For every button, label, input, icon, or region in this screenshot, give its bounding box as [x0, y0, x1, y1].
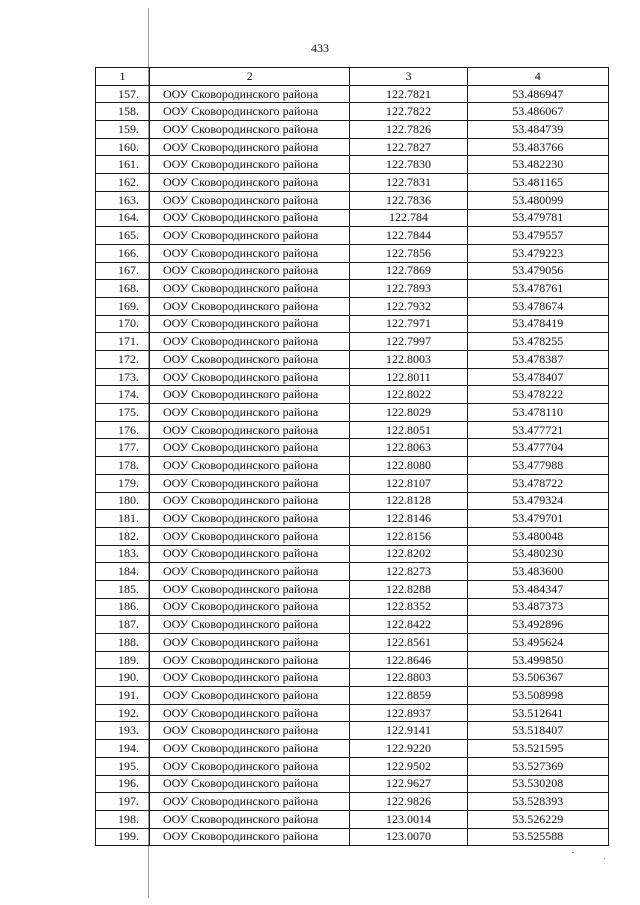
longitude-value: 122.7971 [350, 315, 467, 333]
table-row [96, 775, 609, 793]
longitude-value: 122.7827 [350, 138, 467, 156]
table-row [96, 386, 609, 404]
organization-name: ООУ Сковородинского района [149, 333, 350, 351]
table-row [96, 191, 609, 209]
organization-name: ООУ Сковородинского района [149, 616, 350, 634]
row-number: 161. [96, 156, 150, 174]
organization-name: ООУ Сковородинского района [149, 757, 350, 775]
latitude-value: 53.479324 [467, 492, 609, 510]
longitude-value: 122.7856 [350, 244, 467, 262]
longitude-value: 122.8859 [350, 687, 467, 705]
latitude-value: 53.478722 [467, 474, 609, 492]
latitude-value: 53.521595 [467, 740, 609, 758]
longitude-value: 122.9220 [350, 740, 467, 758]
organization-name: ООУ Сковородинского района [149, 598, 350, 616]
table-row [96, 634, 609, 652]
table-row [96, 598, 609, 616]
organization-name: ООУ Сковородинского района [149, 386, 350, 404]
organization-name: ООУ Сковородинского района [149, 793, 350, 811]
longitude-value: 122.8422 [350, 616, 467, 634]
latitude-value: 53.483766 [467, 138, 609, 156]
organization-name: ООУ Сковородинского района [149, 510, 350, 528]
latitude-value: 53.530208 [467, 775, 609, 793]
longitude-value: 122.9826 [350, 793, 467, 811]
header-cell-2: 2 [149, 68, 350, 86]
longitude-value: 122.8063 [350, 439, 467, 457]
row-number: 188. [96, 634, 150, 652]
latitude-value: 53.479701 [467, 510, 609, 528]
longitude-value: 122.7836 [350, 191, 467, 209]
organization-name: ООУ Сковородинского района [149, 421, 350, 439]
longitude-value: 122.8080 [350, 457, 467, 475]
latitude-value: 53.480048 [467, 527, 609, 545]
organization-name: ООУ Сковородинского района [149, 404, 350, 422]
organization-name: ООУ Сковородинского района [149, 492, 350, 510]
row-number: 184. [96, 563, 150, 581]
row-number: 157. [96, 85, 150, 103]
table-row [96, 368, 609, 386]
latitude-value: 53.528393 [467, 793, 609, 811]
table-row [96, 351, 609, 369]
table-row [96, 527, 609, 545]
latitude-value: 53.477704 [467, 439, 609, 457]
organization-name: ООУ Сковородинского района [149, 775, 350, 793]
scan-speck [604, 858, 605, 859]
longitude-value: 122.8273 [350, 563, 467, 581]
row-number: 158. [96, 103, 150, 121]
organization-name: ООУ Сковородинского района [149, 227, 350, 245]
table-row [96, 280, 609, 298]
organization-name: ООУ Сковородинского района [149, 687, 350, 705]
latitude-value: 53.482230 [467, 156, 609, 174]
page-number: 433 [311, 41, 329, 55]
table-row [96, 793, 609, 811]
row-number: 160. [96, 138, 150, 156]
latitude-value: 53.506367 [467, 669, 609, 687]
table-row [96, 121, 609, 139]
organization-name: ООУ Сковородинского района [149, 280, 350, 298]
row-number: 176. [96, 421, 150, 439]
table-row [96, 616, 609, 634]
row-number: 177. [96, 439, 150, 457]
organization-name: ООУ Сковородинского района [149, 138, 350, 156]
latitude-value: 53.478674 [467, 297, 609, 315]
latitude-value: 53.484739 [467, 121, 609, 139]
table-row [96, 439, 609, 457]
organization-name: ООУ Сковородинского района [149, 209, 350, 227]
table-row [96, 209, 609, 227]
header-row [96, 68, 609, 86]
table-row [96, 563, 609, 581]
table-row [96, 315, 609, 333]
latitude-value: 53.484347 [467, 580, 609, 598]
longitude-value: 122.7997 [350, 333, 467, 351]
row-number: 198. [96, 810, 150, 828]
longitude-value: 122.7821 [350, 85, 467, 103]
header-cell-4: 4 [467, 68, 609, 86]
table-row [96, 457, 609, 475]
row-number: 181. [96, 510, 150, 528]
organization-name: ООУ Сковородинского района [149, 121, 350, 139]
longitude-value: 122.7844 [350, 227, 467, 245]
table-row [96, 262, 609, 280]
longitude-value: 122.8646 [350, 651, 467, 669]
latitude-value: 53.518407 [467, 722, 609, 740]
table-row [96, 757, 609, 775]
organization-name: ООУ Сковородинского района [149, 156, 350, 174]
organization-name: ООУ Сковородинского района [149, 740, 350, 758]
longitude-value: 122.8022 [350, 386, 467, 404]
row-number: 169. [96, 297, 150, 315]
latitude-value: 53.480230 [467, 545, 609, 563]
latitude-value: 53.478110 [467, 404, 609, 422]
row-number: 166. [96, 244, 150, 262]
longitude-value: 122.8937 [350, 704, 467, 722]
latitude-value: 53.479781 [467, 209, 609, 227]
table-row [96, 651, 609, 669]
row-number: 168. [96, 280, 150, 298]
row-number: 170. [96, 315, 150, 333]
row-number: 175. [96, 404, 150, 422]
latitude-value: 53.478222 [467, 386, 609, 404]
latitude-value: 53.478407 [467, 368, 609, 386]
latitude-value: 53.495624 [467, 634, 609, 652]
latitude-value: 53.512641 [467, 704, 609, 722]
table-row [96, 421, 609, 439]
row-number: 174. [96, 386, 150, 404]
organization-name: ООУ Сковородинского района [149, 297, 350, 315]
row-number: 167. [96, 262, 150, 280]
organization-name: ООУ Сковородинского района [149, 85, 350, 103]
organization-name: ООУ Сковородинского района [149, 315, 350, 333]
organization-name: ООУ Сковородинского района [149, 563, 350, 581]
organization-name: ООУ Сковородинского района [149, 527, 350, 545]
table-header [96, 68, 609, 86]
row-number: 173. [96, 368, 150, 386]
row-number: 165. [96, 227, 150, 245]
row-number: 164. [96, 209, 150, 227]
latitude-value: 53.526229 [467, 810, 609, 828]
table-row [96, 828, 609, 846]
table-body [96, 85, 609, 846]
longitude-value: 122.7826 [350, 121, 467, 139]
latitude-value: 53.479557 [467, 227, 609, 245]
longitude-value: 122.8202 [350, 545, 467, 563]
longitude-value: 122.8803 [350, 669, 467, 687]
row-number: 193. [96, 722, 150, 740]
table-row [96, 810, 609, 828]
table-row [96, 492, 609, 510]
row-number: 192. [96, 704, 150, 722]
organization-name: ООУ Сковородинского района [149, 669, 350, 687]
organization-name: ООУ Сковородинского района [149, 457, 350, 475]
longitude-value: 122.8146 [350, 510, 467, 528]
latitude-value: 53.486947 [467, 85, 609, 103]
organization-name: ООУ Сковородинского района [149, 174, 350, 192]
row-number: 159. [96, 121, 150, 139]
longitude-value: 122.8288 [350, 580, 467, 598]
longitude-value: 122.7869 [350, 262, 467, 280]
organization-name: ООУ Сковородинского района [149, 244, 350, 262]
organization-name: ООУ Сковородинского района [149, 704, 350, 722]
table-row [96, 510, 609, 528]
row-number: 183. [96, 545, 150, 563]
longitude-value: 122.784 [350, 209, 467, 227]
longitude-value: 122.7932 [350, 297, 467, 315]
longitude-value: 122.8003 [350, 351, 467, 369]
longitude-value: 122.9141 [350, 722, 467, 740]
latitude-value: 53.483600 [467, 563, 609, 581]
latitude-value: 53.479223 [467, 244, 609, 262]
organization-name: ООУ Сковородинского района [149, 651, 350, 669]
row-number: 186. [96, 598, 150, 616]
row-number: 179. [96, 474, 150, 492]
table-row [96, 333, 609, 351]
organization-name: ООУ Сковородинского района [149, 545, 350, 563]
organization-name: ООУ Сковородинского района [149, 368, 350, 386]
row-number: 185. [96, 580, 150, 598]
table-row [96, 687, 609, 705]
organization-name: ООУ Сковородинского района [149, 634, 350, 652]
latitude-value: 53.478387 [467, 351, 609, 369]
latitude-value: 53.525588 [467, 828, 609, 846]
longitude-value: 122.7831 [350, 174, 467, 192]
table-row [96, 103, 609, 121]
row-number: 190. [96, 669, 150, 687]
table-row [96, 474, 609, 492]
row-number: 189. [96, 651, 150, 669]
latitude-value: 53.492896 [467, 616, 609, 634]
row-number: 187. [96, 616, 150, 634]
row-number: 182. [96, 527, 150, 545]
longitude-value: 122.7822 [350, 103, 467, 121]
table-row [96, 244, 609, 262]
organization-name: ООУ Сковородинского района [149, 439, 350, 457]
row-number: 178. [96, 457, 150, 475]
longitude-value: 122.9502 [350, 757, 467, 775]
row-number: 195. [96, 757, 150, 775]
row-number: 162. [96, 174, 150, 192]
organization-name: ООУ Сковородинского района [149, 191, 350, 209]
latitude-value: 53.481165 [467, 174, 609, 192]
table-row [96, 545, 609, 563]
latitude-value: 53.499850 [467, 651, 609, 669]
organization-name: ООУ Сковородинского района [149, 474, 350, 492]
latitude-value: 53.477721 [467, 421, 609, 439]
table-row [96, 704, 609, 722]
longitude-value: 122.7830 [350, 156, 467, 174]
latitude-value: 53.486067 [467, 103, 609, 121]
row-number: 180. [96, 492, 150, 510]
longitude-value: 122.8128 [350, 492, 467, 510]
header-cell-3: 3 [350, 68, 467, 86]
table-row [96, 580, 609, 598]
scan-speck [572, 852, 574, 853]
organization-name: ООУ Сковородинского района [149, 810, 350, 828]
longitude-value: 122.7893 [350, 280, 467, 298]
latitude-value: 53.487373 [467, 598, 609, 616]
longitude-value: 123.0070 [350, 828, 467, 846]
organization-name: ООУ Сковородинского района [149, 351, 350, 369]
table-row [96, 227, 609, 245]
longitude-value: 122.8352 [350, 598, 467, 616]
row-number: 163. [96, 191, 150, 209]
row-number: 191. [96, 687, 150, 705]
table-row [96, 174, 609, 192]
row-number: 199. [96, 828, 150, 846]
table-row [96, 138, 609, 156]
longitude-value: 122.8156 [350, 527, 467, 545]
longitude-value: 122.8029 [350, 404, 467, 422]
latitude-value: 53.477988 [467, 457, 609, 475]
longitude-value: 123.0014 [350, 810, 467, 828]
table-row [96, 404, 609, 422]
table-row [96, 722, 609, 740]
table-row [96, 740, 609, 758]
row-number: 171. [96, 333, 150, 351]
organization-name: ООУ Сковородинского района [149, 580, 350, 598]
latitude-value: 53.478419 [467, 315, 609, 333]
organization-name: ООУ Сковородинского района [149, 828, 350, 846]
table-row [96, 156, 609, 174]
longitude-value: 122.9627 [350, 775, 467, 793]
row-number: 194. [96, 740, 150, 758]
longitude-value: 122.8011 [350, 368, 467, 386]
table-row [96, 85, 609, 103]
row-number: 197. [96, 793, 150, 811]
coordinates-table [95, 67, 609, 846]
organization-name: ООУ Сковородинского района [149, 103, 350, 121]
latitude-value: 53.527369 [467, 757, 609, 775]
table-row [96, 297, 609, 315]
latitude-value: 53.480099 [467, 191, 609, 209]
latitude-value: 53.508998 [467, 687, 609, 705]
longitude-value: 122.8051 [350, 421, 467, 439]
table-row [96, 669, 609, 687]
organization-name: ООУ Сковородинского района [149, 262, 350, 280]
longitude-value: 122.8107 [350, 474, 467, 492]
latitude-value: 53.479056 [467, 262, 609, 280]
header-cell-1: 1 [96, 68, 150, 86]
row-number: 196. [96, 775, 150, 793]
latitude-value: 53.478255 [467, 333, 609, 351]
longitude-value: 122.8561 [350, 634, 467, 652]
row-number: 172. [96, 351, 150, 369]
latitude-value: 53.478761 [467, 280, 609, 298]
organization-name: ООУ Сковородинского района [149, 722, 350, 740]
